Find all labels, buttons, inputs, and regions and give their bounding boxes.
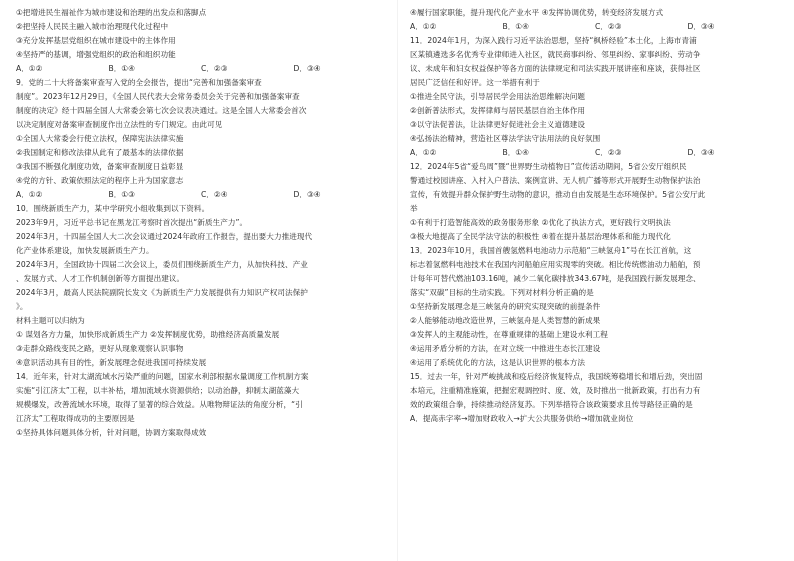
choice-line: ③以守法促普法，让法律更好促进社会主义道德建设 <box>410 120 586 129</box>
question-10 <box>16 202 386 370</box>
question-stem-line: 标志着氢燃料电池技术在我国内河船舶应用实现零的突破。相比传统燃油动力船舶，预 <box>410 260 701 269</box>
question-stem-line: 以决定制度对备案审查制度作出立法性的专门规定。由此可见 <box>16 120 223 129</box>
question-stem-line: 居民广泛信任和好评。这一举措有利于 <box>410 78 540 87</box>
option-a: A．①② <box>16 190 43 199</box>
choice-line: ②把坚持人民民主融入城市治理现代化过程中 <box>16 22 169 31</box>
choice-line: ①坚持具体问题具体分析，针对问题，协调方案取得成效 <box>16 428 207 437</box>
option-b: B．①④ <box>108 64 135 73</box>
choice-line: ③极大地提高了全民学法守法的积极性 ④着在提升基层治理体系和能力现代化 <box>410 232 671 241</box>
question-stem-line: 11．2024年1月，为深入践行习近平法治思想，坚持“枫桥经验”本土化，上海市青浦 <box>410 36 697 45</box>
option-a: A．①② <box>410 148 437 157</box>
option-c: C．②③ <box>595 148 622 157</box>
choice-line: ① 谋划各方力量，加快形成新质生产力 ②发挥制度优势，助推经济高质量发展 <box>16 330 280 339</box>
choice-line: ①把增进民生福祉作为城市建设和治理的出发点和落脚点 <box>16 8 207 17</box>
right-column <box>410 6 780 426</box>
answer-options <box>410 20 780 34</box>
answer-options <box>16 188 386 202</box>
question-stem-line: 2024年3月，最高人民法院副院长发文《为新质生产力发展提供有力知识产权司法保护 <box>16 288 308 297</box>
choice-line: ③发挥人的主观能动性，在尊重规律的基础上建设水利工程 <box>410 330 608 339</box>
answer-options <box>16 62 386 76</box>
question-11 <box>410 34 780 160</box>
question-8-tail <box>16 6 386 76</box>
question-14 <box>16 370 386 440</box>
question-stem-line: 本培元，注重精准施策，把握宏观调控时、度、效，及时推出一批新政策，打出有力有 <box>410 386 701 395</box>
option-b: B．①④ <box>502 148 529 157</box>
question-stem-line: 宣传，有效提升群众保护野生动物的意识，推动自由发展是生态环境保护。5省公安厅此 <box>410 190 706 199</box>
choice-line: ③充分发挥基层党组织在城市建设中的主体作用 <box>16 36 176 45</box>
question-stem-line: 13．2023年10月，我国首艘氢燃料电池动力示范船“三峡氢舟1”号在长江首航，这 <box>410 246 692 255</box>
question-stem-line: 12．2024年5省“爱鸟周”暨“世界野生动植物日”宣传活动期间，5省公安厅组织民 <box>410 162 687 171</box>
choice-line: ②我国制定和修改法律从此有了最基本的法律依据 <box>16 148 184 157</box>
question-stem-line: 议、未成年和妇女权益保护等各方面的法律规定和司法实践开展讲座和座谈，获得社区 <box>410 64 701 73</box>
question-stem-line: 举 <box>410 204 418 213</box>
answer-options <box>410 146 780 160</box>
option-d: D．③④ <box>293 190 321 199</box>
option-c: C．②④ <box>201 190 228 199</box>
option-d: D．③④ <box>687 22 715 31</box>
question-stem-line: 江济太”工程取得成功的主要原因是 <box>16 414 135 423</box>
question-stem-line: 区某镇遴选多名优秀专业律师进入社区，就民商事纠纷、邻里纠纷、家事纠纷、劳动争 <box>410 50 701 59</box>
option-c: C．②③ <box>201 64 228 73</box>
choice-line: ④党的方针、政策依照法定的程序上升为国家意志 <box>16 176 184 185</box>
question-stem-line: 2024年3月，全国政协十四届二次会议上，委员们围绕新质生产力，从加快科技、产业 <box>16 260 308 269</box>
question-9 <box>16 76 386 202</box>
choice-line: ①有利于打造智能高效的政务服务形象 ②优化了执法方式，更好践行文明执法 <box>410 218 671 227</box>
choice-line: A．提高赤字率→增加财政收入→扩大公共服务供给→增加就业岗位 <box>410 414 634 423</box>
question-stem-line: 材料主题可以归纳为 <box>16 316 85 325</box>
choice-line: ①坚持新发展理念是三峡氢舟的研究实现突破的前提条件 <box>410 302 601 311</box>
choice-line: ①推进全民守法，引导居民学会用法治思维解决问题 <box>410 92 586 101</box>
question-stem-line: 、发展方式、人才工作机制创新等方面提出建议。 <box>16 274 185 283</box>
question-stem-line: 14．近年来，针对太湖流域水污染严重的问题，国家水利部根据水量调度工作机制方案 <box>16 372 309 381</box>
question-stem-line: 2023年9月，习近平总书记在黑龙江考察时首次提出“新质生产力”。 <box>16 218 248 227</box>
choice-line: ④意识活动具有目的性，新发展理念促进我国可持续发展 <box>16 358 207 367</box>
question-stem-line: 化产业体系建设，加快发展新质生产力。 <box>16 246 154 255</box>
question-12 <box>410 160 780 244</box>
option-a: A．①② <box>16 64 43 73</box>
choice-line: ③走群众路线变民之路，更好从现象观察认识事物 <box>16 344 184 353</box>
option-d: D．③④ <box>687 148 715 157</box>
question-stem-line: 效的政策组合拳，持续推动经济复苏。下列举措符合该政策要求且传导路径正确的是 <box>410 400 693 409</box>
option-c: C．②③ <box>595 22 622 31</box>
choice-line: ④运用了系统优化的方法，这是认识世界的根本方法 <box>410 358 586 367</box>
question-stem-line: 落实“双碳”目标的生动实践。下列对材料分析正确的是 <box>410 288 594 297</box>
question-15 <box>410 370 780 426</box>
question-stem-line: 10．围绕新质生产力，某中学研究小组收集到以下资料。 <box>16 204 210 213</box>
choice-line: ②创新普法形式，发挥律师与居民基层自治主体作用 <box>410 106 586 115</box>
choice-line: ③我国不断强化制度功效，备案审查制度日益彰显 <box>16 162 184 171</box>
option-b: B．①④ <box>502 22 529 31</box>
option-d: D．③④ <box>293 64 321 73</box>
question-stem-line: 制度”。2023年12月29日，《全国人民代表大会常务委员会关于完善和加强备案审查 <box>16 92 300 101</box>
option-b: B．①③ <box>108 190 135 199</box>
question-stem-line: 制度的决定》经十四届全国人大常委会第七次会议表决通过。这是全国人大常委会首次 <box>16 106 307 115</box>
question-stem-line: 计每年可替代燃油103.16吨，减少二氧化碳排放343.67吨，是我国践行新发展理念、 <box>410 274 701 283</box>
question-stem-line: 2024年3月，十四届全国人大二次会议通过2024年政府工作报告，提出要大力推进现代 <box>16 232 313 241</box>
question-stem-line: 规模爆发，改善流域水环境，取得了显著的综合效益。从唯物辩证法的角度分析，“引 <box>16 400 303 409</box>
question-13 <box>410 244 780 370</box>
choice-line: ②人能够能动地改造世界，三峡氢舟是人类智慧的新成果 <box>410 316 601 325</box>
choice-line: ④运用矛盾分析的方法，在对立统一中推进生态长江建设 <box>410 344 601 353</box>
question-stem-line: 警通过校园讲座、入村入户普法、案例宣讲、无人机广播等形式开展野生动物保护法治 <box>410 176 701 185</box>
column-divider <box>397 0 398 561</box>
question-stem-line: 15．过去一年，针对严峻挑战和疫后经济恢复特点，我国统筹稳增长和增后劲，突出固 <box>410 372 703 381</box>
choice-line: ①全国人大常委会行使立法权，保障宪法法律实施 <box>16 134 184 143</box>
choice-line: ④坚持严的基调，增强党组织的政治和组织功能 <box>16 50 176 59</box>
choice-line: ④弘扬法治精神，营造社区尊法学法守法用法的良好氛围 <box>410 134 601 143</box>
question-stem-line: 实施“引江济太”工程，以丰补枯，增加流域水资源供给；以动治静，抑制太湖蓝藻大 <box>16 386 300 395</box>
left-column <box>16 6 386 440</box>
question-stem-line: 9．党的二十大将备案审查写入党的全会报告，提出“完善和加强备案审查 <box>16 78 262 87</box>
question-stem-line: 》。 <box>16 302 28 311</box>
choice-line: ④履行国家职能，提升现代化产业水平 ④发挥协调优势，转变经济发展方式 <box>410 8 664 17</box>
question-tail <box>410 6 780 34</box>
option-a: A．①② <box>410 22 437 31</box>
